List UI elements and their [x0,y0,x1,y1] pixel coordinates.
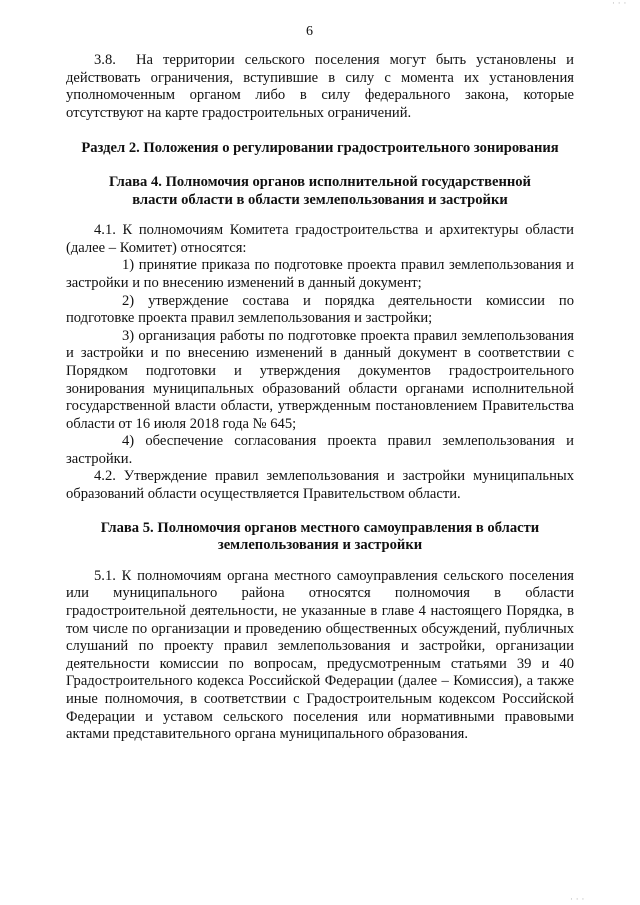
body-paragraph: 4.1. К полномочиям Комитета градостроительства и архитектуры области (далее – Комитет) относятся: [66,222,574,256]
list-item [66,433,574,468]
list-item-number: 4) [122,433,135,450]
document-body [66,52,574,744]
list-item-number: 1) [122,257,135,274]
list-item [66,328,574,434]
list-item-number: 2) [122,292,135,309]
list-item-text: принятие приказа по подготовке проекта правил землепользования и застройки и по внесению изменений в данный документ; [66,257,574,291]
scan-mark-top: · · · [612,0,627,9]
scan-mark-bottom: · · · [570,895,585,905]
list-item [66,257,574,292]
list-item [66,293,574,328]
page-number: 6 [306,24,313,39]
section-heading: Раздел 2. Положения о регулировании градостроительного зонирования [81,140,559,157]
list-item-text: утверждение состава и порядка деятельности комиссии по подготовке проекта правил землепользования и застройки; [66,292,574,327]
list-item-text: организация работы по подготовке проекта правил землепользования и застройки и по внесению изменений в данный документ в соответствии с Порядком подготовки и утверждения документов градостроительного зонирования муниципальных образований области органами исполнительной государственной власти области, утвержденным постановлением Правительства области от 16 июля 2018 года № 645; [66,327,574,432]
chapter-heading: Глава 4. Полномочия органов исполнительной государственной власти области в области землепользования и застройки [109,173,531,208]
body-paragraph: 5.1. К полномочиям органа местного самоуправления сельского поселения или муниципального района относятся полномочия в области градостроительной деятельности, не указанные в главе 4 настоящего Порядка, в том числе по организации и проведению общественных обсуждений, публичных слушаний по проекту правил землепользования и застройки, организации деятельности комиссии по вопросам, предусмотренным статьями 39 и 40 Градостроительного кодекса Российской Федерации (далее – Комиссия), а также иные полномочия, в соответствии с Градостроительным кодексом Российской Федерации и уставом сельского поселения или нормативными правовыми актами представительного органа муниципального образования. [66,567,574,743]
body-paragraph: 4.2. Утверждение правил землепользования и застройки муниципальных образований области осуществляется Правительством области. [66,468,574,503]
chapter-heading: Глава 5. Полномочия органов местного самоуправления в области землепользования и застройки [100,519,540,554]
list-item-number: 3) [122,327,135,344]
body-paragraph: 3.8. На территории сельского поселения могут быть установлены и действовать ограничения, вступившие в силу с момента их установления уполномоченным органом либо в силу федерального закона, которые отсутствуют на карте градостроительных ограничений. [66,52,574,121]
list-item-text: обеспечение согласования проекта правил землепользования и застройки. [66,433,574,467]
